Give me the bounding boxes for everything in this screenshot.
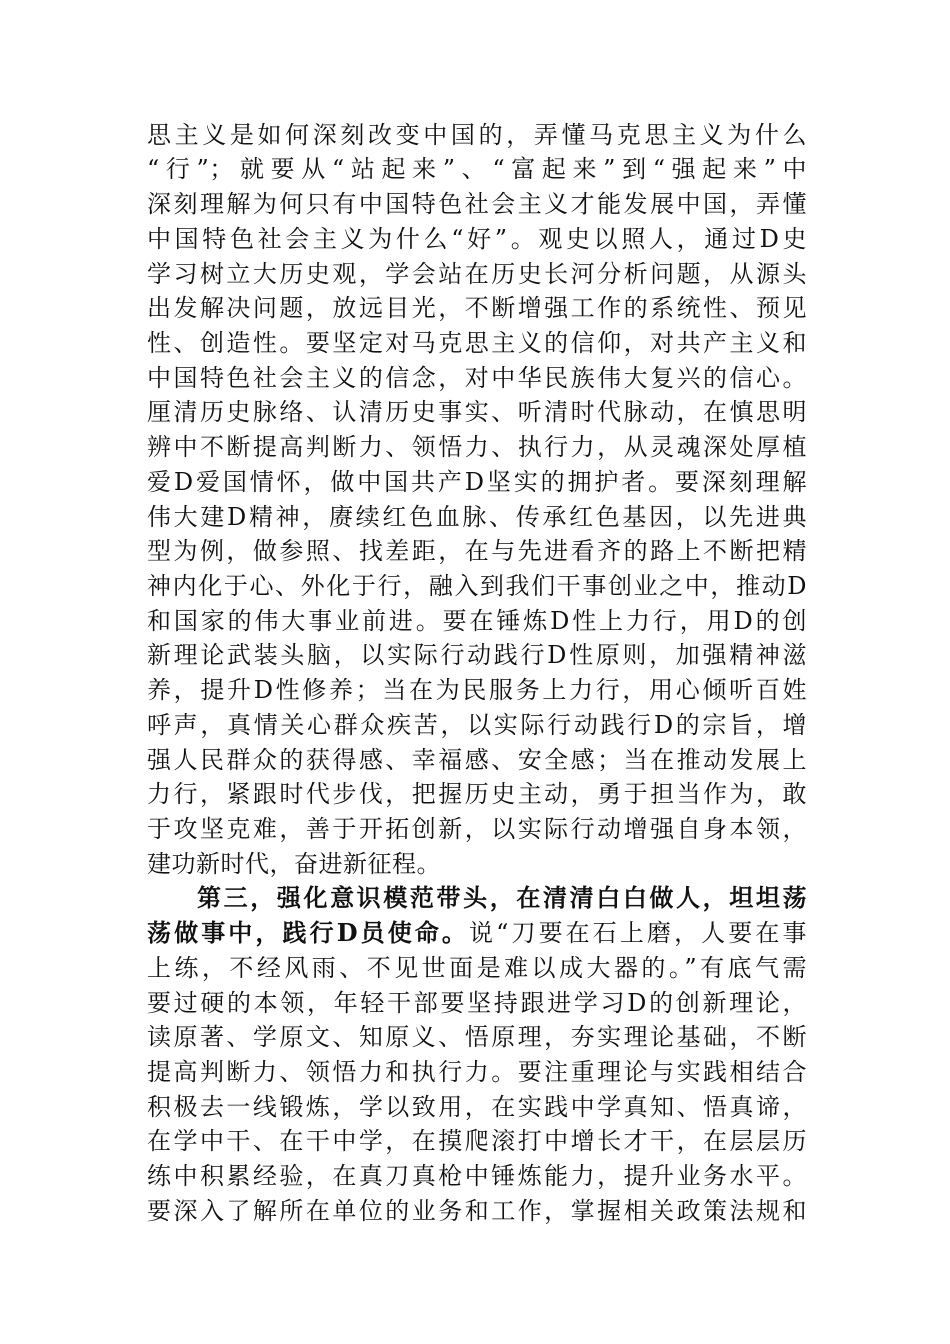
paragraph-line: 学习树立大历史观，学会站在历史长河分析问题，从源头 bbox=[147, 260, 807, 288]
paragraph-line: 上练，不经风雨、不见世面是难以成大器的。”有底气需 bbox=[147, 954, 807, 982]
paragraph-line: 伟大建D精神，赓续红色血脉、传承红色基因，以先进典 bbox=[147, 503, 807, 531]
section-heading-line bbox=[147, 916, 807, 950]
paragraph-line: 中国特色社会主义为什么“好”。观史以照人，通过D史 bbox=[147, 225, 807, 253]
paragraph-line: 积极去一线锻炼，学以致用，在实践中学真知、悟真谛， bbox=[147, 1093, 807, 1121]
section-heading-line: 第三，强化意识模范带头，在清清白白做人，坦坦荡 bbox=[197, 883, 807, 912]
paragraph-line: 养，提升D性修养；当在为民服务上力行，用心倾听百姓 bbox=[147, 676, 807, 704]
paragraph-line: 神内化于心、外化于行，融入到我们干事创业之中，推动D bbox=[147, 572, 807, 600]
paragraph-line: 爱D爱国情怀，做中国共产D坚实的拥护者。要深刻理解 bbox=[147, 468, 807, 496]
paragraph-line: 建功新时代，奋进新征程。 bbox=[147, 850, 441, 878]
paragraph-line: 中国特色社会主义的信念，对中华民族伟大复兴的信心。 bbox=[147, 364, 807, 392]
paragraph-line: 和国家的伟大事业前进。要在锤炼D性上力行，用D的创 bbox=[147, 607, 807, 635]
paragraph-line: 厘清历史脉络、认清历史事实、听清时代脉动，在慎思明 bbox=[147, 398, 807, 426]
paragraph-line: 要过硬的本领，年轻干部要坚持跟进学习D的创新理论， bbox=[147, 989, 807, 1017]
paragraph-line: 辨中不断提高判断力、领悟力、执行力，从灵魂深处厚植 bbox=[147, 433, 807, 461]
section-heading-bold: 荡做事中，践行D员使命。 bbox=[147, 918, 470, 947]
paragraph-line: 提高判断力、领悟力和执行力。要注重理论与实践相结合 bbox=[147, 1058, 807, 1086]
paragraph-line: 要深入了解所在单位的业务和工作，掌握相关政策法规和 bbox=[147, 1197, 807, 1225]
paragraph-line: 新理论武装头脑，以实际行动践行D性原则，加强精神滋 bbox=[147, 641, 807, 669]
paragraph-line: 思主义是如何深刻改变中国的，弄懂马克思主义为什么 bbox=[147, 121, 807, 149]
paragraph-line: 深刻理解为何只有中国特色社会主义才能发展中国，弄懂 bbox=[147, 190, 807, 218]
paragraph-line: 在学中干、在干中学，在摸爬滚打中增长才干，在层层历 bbox=[147, 1127, 807, 1155]
section-heading-rest: 说“刀要在石上磨，人要在事 bbox=[469, 919, 807, 947]
paragraph-line: 呼声，真情关心群众疾苦，以实际行动践行D的宗旨，增 bbox=[147, 711, 807, 739]
paragraph-line: 力行，紧跟时代步伐，把握历史主动，勇于担当作为，敢 bbox=[147, 780, 807, 808]
paragraph-line: 于攻坚克难，善于开拓创新，以实际行动增强自身本领， bbox=[147, 815, 807, 843]
paragraph-line: 型为例，做参照、找差距，在与先进看齐的路上不断把精 bbox=[147, 537, 807, 565]
paragraph-line: 读原著、学原文、知原义、悟原理，夯实理论基础，不断 bbox=[147, 1023, 807, 1051]
paragraph-line: 出发解决问题，放远目光，不断增强工作的系统性、预见 bbox=[147, 294, 807, 322]
paragraph-line: 性、创造性。要坚定对马克思主义的信仰，对共产主义和 bbox=[147, 329, 807, 357]
paragraph-line: “行”；就要从“站起来”、“富起来”到“强起来”中 bbox=[147, 155, 807, 183]
paragraph-line: 强人民群众的获得感、幸福感、安全感；当在推动发展上 bbox=[147, 746, 807, 774]
paragraph-line: 练中积累经验，在真刀真枪中锤炼能力，提升业务水平。 bbox=[147, 1162, 807, 1190]
